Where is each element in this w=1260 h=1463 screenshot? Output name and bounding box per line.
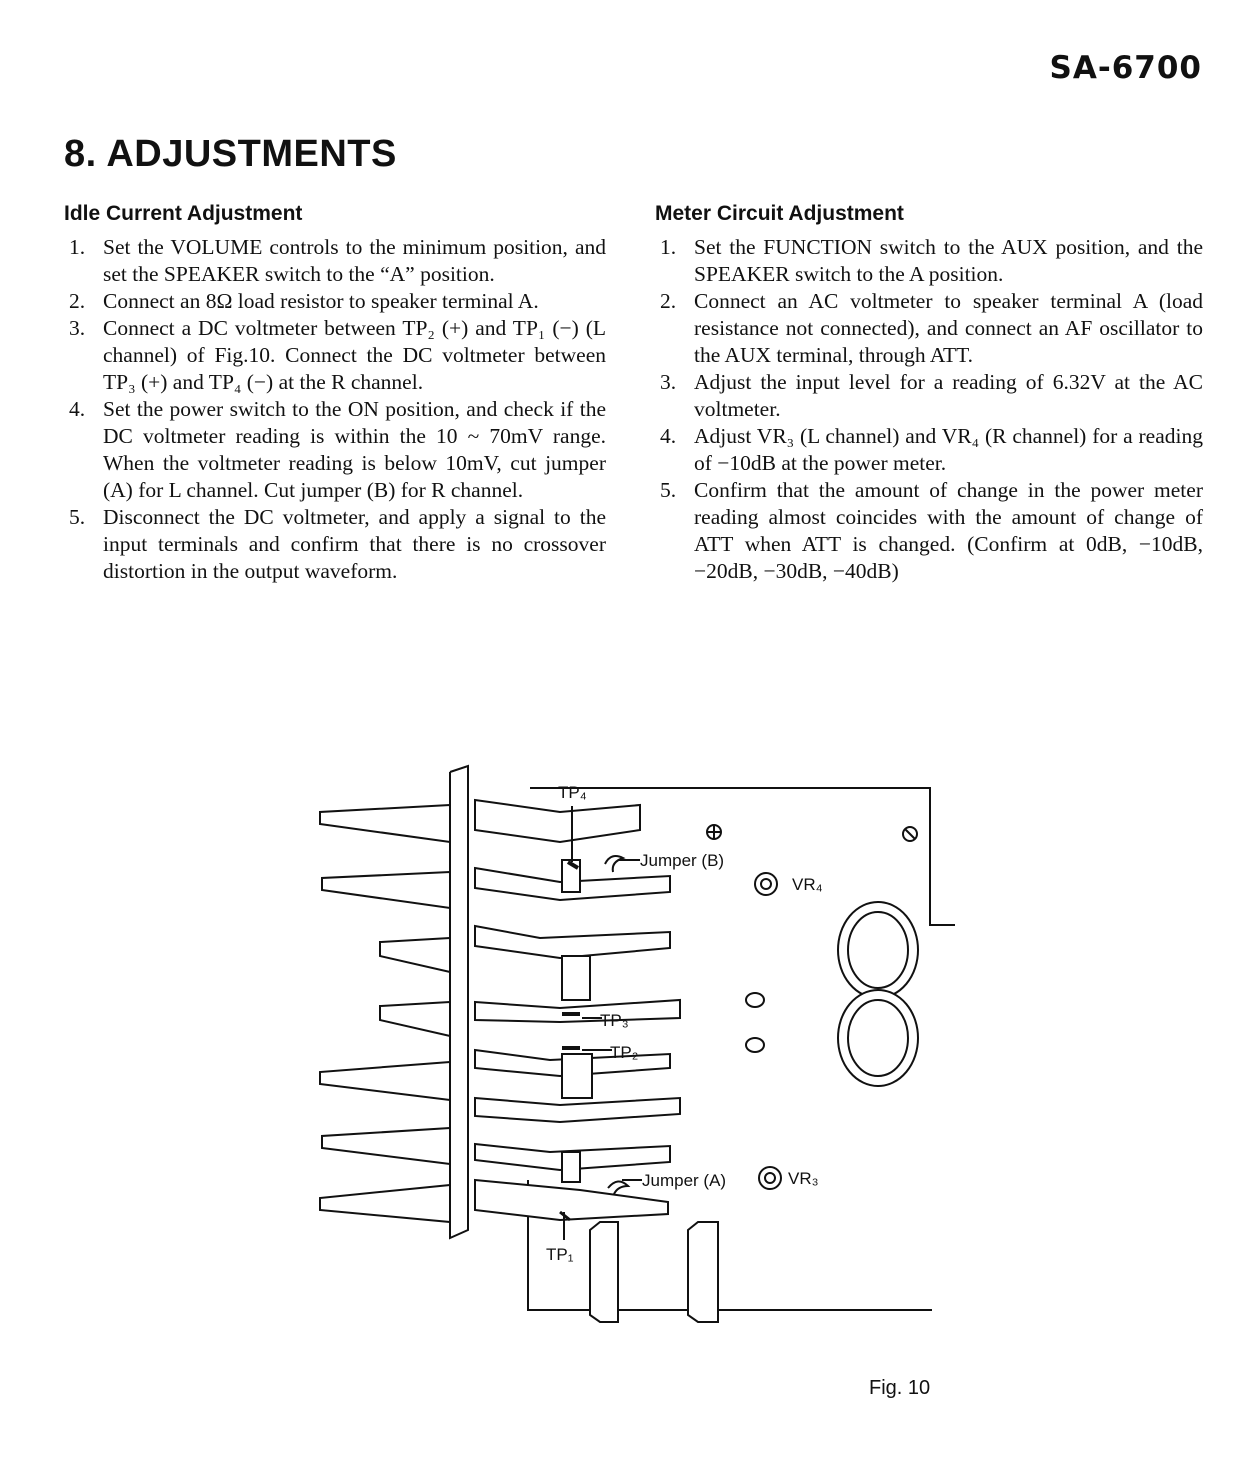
label-tp2: TP₂ bbox=[610, 1043, 639, 1062]
list-item: 3. Connect a DC voltmeter between TP₂ (+) and TP₁ (−) (L channel) of Fig.10. Connect the DC voltmeter between TP₃ (+) and TP₄ (−) at the R channel. bbox=[69, 316, 606, 394]
capacitor bbox=[838, 902, 918, 998]
label-jumper-a: Jumper (A) bbox=[642, 1171, 727, 1190]
vr4-trimmer-icon bbox=[755, 873, 777, 895]
meter-circuit-steps bbox=[655, 234, 1203, 585]
idle-current-steps bbox=[64, 234, 606, 585]
model-number: SA-6700 bbox=[1049, 50, 1202, 86]
label-vr4: VR₄ bbox=[792, 875, 823, 894]
idle-current-heading: Idle Current Adjustment bbox=[64, 202, 303, 225]
label-jumper-b: Jumper (B) bbox=[640, 851, 725, 870]
figure-caption: Fig. 10 bbox=[869, 1377, 931, 1399]
list-item: 5. Confirm that the amount of change in the power meter reading almost coincides with the amount of change of ATT when ATT is changed. (Confirm at 0dB, −10dB, −20dB, −30dB, −40dB) bbox=[660, 478, 1203, 583]
heat-sink bbox=[320, 766, 468, 1238]
meter-circuit-heading: Meter Circuit Adjustment bbox=[655, 202, 904, 225]
list-item: 4. Set the power switch to the ON position, and check if the DC voltmeter reading is within the 10 ~ 70mV range. When the voltmeter reading is below 10mV, cut jumper (A) for L channel. Cut jumper (B) for R channel. bbox=[69, 397, 606, 502]
page-title: 8. ADJUSTMENTS bbox=[64, 133, 397, 175]
list-item: 3. Adjust the input level for a reading of 6.32V at the AC voltmeter. bbox=[660, 370, 1203, 421]
list-item: 1. Set the VOLUME controls to the minimum position, and set the SPEAKER switch to the “A” position. bbox=[69, 235, 606, 286]
list-item: 4. Adjust VR₃ (L channel) and VR₄ (R channel) for a reading of −10dB at the power meter. bbox=[660, 424, 1203, 475]
label-tp1: TP₁ bbox=[546, 1245, 574, 1264]
connectors bbox=[590, 1222, 718, 1322]
label-vr3: VR₃ bbox=[788, 1169, 819, 1188]
label-tp4: TP₄ bbox=[558, 783, 587, 802]
list-item: 5. Disconnect the DC voltmeter, and apply a signal to the input terminals and confirm that there is no crossover distortion in the output waveform. bbox=[69, 505, 606, 583]
list-item: 2. Connect an AC voltmeter to speaker terminal A (load resistance not connected), and connect an AF oscillator to the AUX terminal, through ATT. bbox=[660, 289, 1203, 367]
figure-10 bbox=[300, 750, 960, 1335]
component bbox=[746, 993, 764, 1007]
list-item: 1. Set the FUNCTION switch to the AUX position, and the SPEAKER switch to the A position. bbox=[660, 235, 1203, 286]
vr3-trimmer-icon bbox=[759, 1167, 781, 1189]
idle-current-section bbox=[64, 202, 606, 585]
component bbox=[746, 1038, 764, 1052]
list-item: 2. Connect an 8Ω load resistor to speaker terminal A. bbox=[69, 289, 539, 313]
pcb-diagram bbox=[300, 750, 960, 1330]
label-tp3: TP₃ bbox=[600, 1011, 629, 1030]
capacitor bbox=[838, 990, 918, 1086]
meter-circuit-section bbox=[655, 202, 1203, 585]
